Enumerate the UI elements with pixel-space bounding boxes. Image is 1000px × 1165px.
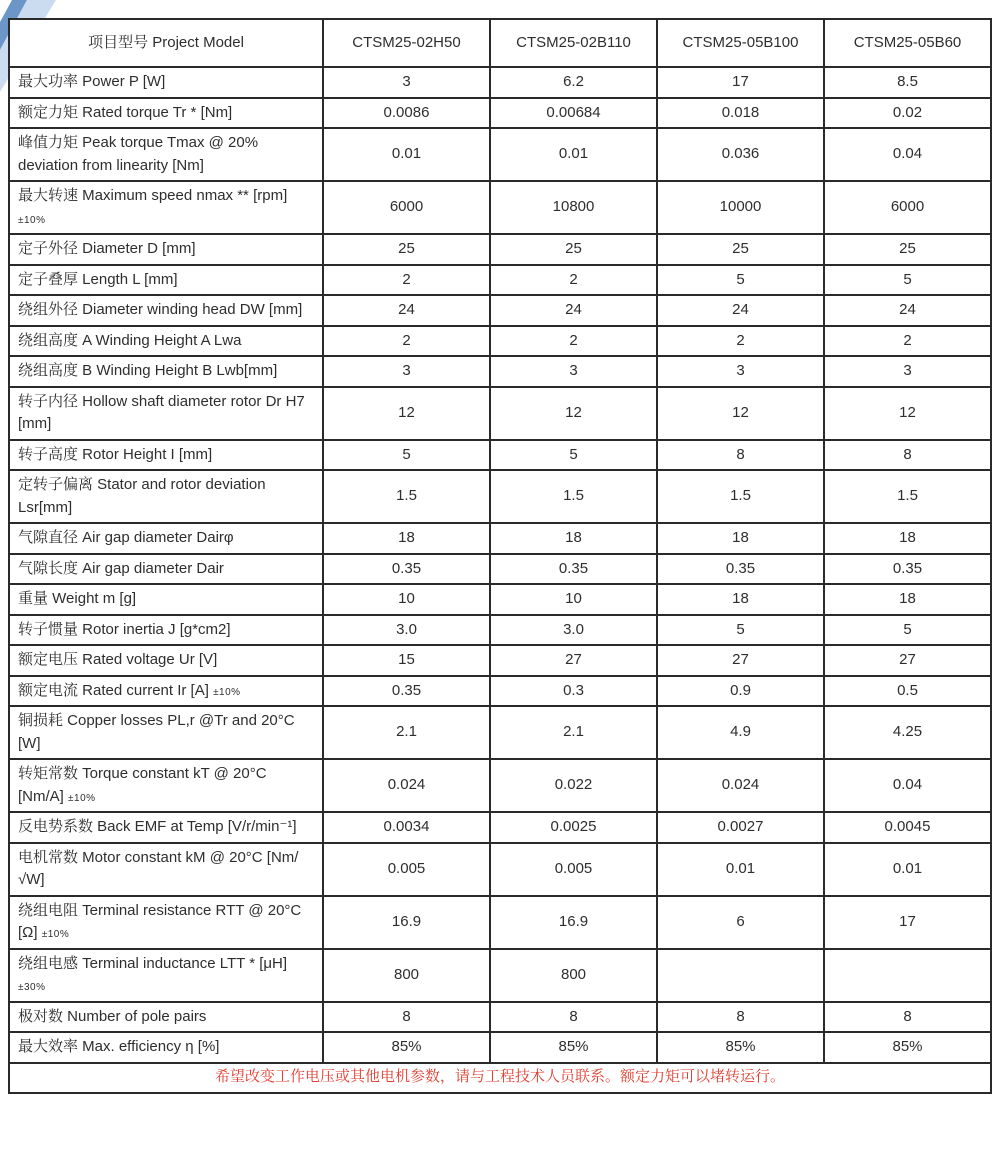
- param-label: 铜损耗 Copper losses PL,r @Tr and 20°C [W]: [18, 712, 295, 752]
- param-label-cell: [9, 584, 323, 615]
- param-label: 绕组高度 B Winding Height B Lwb[mm]: [18, 362, 278, 379]
- value-cell: 10: [490, 584, 657, 615]
- value-cell: 2: [323, 265, 490, 296]
- value-cell: 10000: [657, 181, 824, 234]
- value-cell: 8.5: [824, 67, 991, 98]
- table-row: [9, 1002, 991, 1033]
- value-cell: 8: [323, 1002, 490, 1033]
- param-label-cell: [9, 387, 323, 440]
- value-cell: 0.0027: [657, 812, 824, 843]
- value-cell: 12: [490, 387, 657, 440]
- value-cell: 5: [824, 265, 991, 296]
- param-label: 电机常数 Motor constant kM @ 20°C [Nm/ √W]: [18, 848, 299, 888]
- value-cell: 10800: [490, 181, 657, 234]
- table-row: [9, 843, 991, 896]
- value-cell: 25: [657, 234, 824, 265]
- value-cell: 18: [323, 523, 490, 554]
- tolerance-note: ±30%: [18, 982, 46, 993]
- table-row: [9, 615, 991, 646]
- value-cell: 0.01: [824, 843, 991, 896]
- param-label-cell: [9, 615, 323, 646]
- value-cell: 18: [490, 523, 657, 554]
- value-cell: 8: [657, 1002, 824, 1033]
- value-cell: 0.35: [657, 554, 824, 585]
- value-cell: 24: [657, 295, 824, 326]
- value-cell: 6.2: [490, 67, 657, 98]
- param-label-cell: [9, 523, 323, 554]
- table-row: [9, 181, 991, 234]
- table-row: [9, 98, 991, 129]
- table-row: [9, 128, 991, 181]
- param-label-cell: [9, 1002, 323, 1033]
- param-label: 转子内径 Hollow shaft diameter rotor Dr H7 [mm]: [18, 392, 305, 432]
- param-label-cell: [9, 356, 323, 387]
- param-label-cell: [9, 440, 323, 471]
- param-label: 最大功率 Power P [W]: [18, 73, 166, 90]
- table-row: [9, 584, 991, 615]
- value-cell: 1.5: [657, 470, 824, 523]
- param-label: 最大转速 Maximum speed nmax ** [rpm]: [18, 187, 288, 204]
- value-cell: 3: [490, 356, 657, 387]
- value-cell: 1.5: [824, 470, 991, 523]
- param-label-cell: [9, 949, 323, 1002]
- param-label: 定子叠厚 Length L [mm]: [18, 270, 178, 288]
- value-cell: 17: [824, 896, 991, 949]
- value-cell: 0.022: [490, 759, 657, 812]
- value-cell: 8: [657, 440, 824, 471]
- param-label: 气隙直径 Air gap diameter Dairφ: [18, 529, 234, 546]
- table-row: [9, 645, 991, 676]
- value-cell: 16.9: [323, 896, 490, 949]
- param-label: 转子高度 Rotor Height I [mm]: [18, 445, 213, 463]
- value-cell: 0.036: [657, 128, 824, 181]
- value-cell: 24: [490, 295, 657, 326]
- value-cell: 4.9: [657, 706, 824, 759]
- tolerance-note: ±10%: [41, 929, 70, 940]
- table-row: [9, 676, 991, 707]
- value-cell: 0.01: [323, 128, 490, 181]
- value-cell: 25: [490, 234, 657, 265]
- param-label-cell: [9, 676, 323, 707]
- value-cell: 0.018: [657, 98, 824, 129]
- table-header-row: [9, 19, 991, 67]
- value-cell: 12: [657, 387, 824, 440]
- param-label: 额定电压 Rated voltage Ur [V]: [18, 651, 218, 668]
- value-cell: 3: [657, 356, 824, 387]
- value-cell: 2: [490, 265, 657, 296]
- value-cell: 0.9: [657, 676, 824, 707]
- value-cell: 800: [323, 949, 490, 1002]
- value-cell: 18: [824, 523, 991, 554]
- value-cell: 17: [657, 67, 824, 98]
- value-cell: 18: [657, 523, 824, 554]
- value-cell: 6000: [323, 181, 490, 234]
- footer-row: [9, 1063, 991, 1093]
- param-label-cell: [9, 645, 323, 676]
- column-header-model-3: CTSM25-05B100: [657, 19, 824, 67]
- table-row: [9, 812, 991, 843]
- param-label: 峰值力矩 Peak torque Tmax @ 20% deviation from linearity [Nm]: [18, 134, 259, 174]
- value-cell: 1.5: [490, 470, 657, 523]
- value-cell: 25: [824, 234, 991, 265]
- column-header-param: 项目型号 Project Model: [9, 19, 323, 67]
- table-row: [9, 949, 991, 1002]
- value-cell: 85%: [657, 1032, 824, 1063]
- value-cell: 0.02: [824, 98, 991, 129]
- value-cell: 27: [824, 645, 991, 676]
- value-cell: [657, 949, 824, 1002]
- table-row: [9, 440, 991, 471]
- value-cell: 0.024: [657, 759, 824, 812]
- value-cell: 85%: [824, 1032, 991, 1063]
- param-label: 绕组电感 Terminal inductance LTT * [μH]: [18, 954, 288, 972]
- table-row: [9, 470, 991, 523]
- value-cell: 0.35: [490, 554, 657, 585]
- param-label: 额定电流 Rated current Ir [A]: [18, 681, 209, 699]
- table-row: [9, 706, 991, 759]
- param-label-cell: [9, 67, 323, 98]
- value-cell: 3: [323, 67, 490, 98]
- value-cell: 85%: [323, 1032, 490, 1063]
- table-row: [9, 234, 991, 265]
- value-cell: 24: [824, 295, 991, 326]
- value-cell: 0.5: [824, 676, 991, 707]
- param-label: 最大效率 Max. efficiency η [%]: [18, 1038, 220, 1055]
- value-cell: 25: [323, 234, 490, 265]
- value-cell: 2: [657, 326, 824, 357]
- value-cell: 18: [824, 584, 991, 615]
- table-row: [9, 265, 991, 296]
- param-label: 转矩常数 Torque constant kT @ 20°C [Nm/A]: [18, 765, 267, 805]
- value-cell: 0.005: [323, 843, 490, 896]
- value-cell: 800: [490, 949, 657, 1002]
- value-cell: 5: [824, 615, 991, 646]
- column-header-model-1: CTSM25-02H50: [323, 19, 490, 67]
- value-cell: 0.0034: [323, 812, 490, 843]
- value-cell: 0.3: [490, 676, 657, 707]
- value-cell: 0.35: [824, 554, 991, 585]
- table-row: [9, 523, 991, 554]
- value-cell: 3.0: [323, 615, 490, 646]
- param-label-cell: [9, 706, 323, 759]
- param-label: 定子外径 Diameter D [mm]: [18, 240, 196, 257]
- value-cell: 6000: [824, 181, 991, 234]
- value-cell: 0.00684: [490, 98, 657, 129]
- value-cell: 2: [323, 326, 490, 357]
- value-cell: 0.0025: [490, 812, 657, 843]
- footer-note: 希望改变工作电压或其他电机参数，请与工程技术人员联系。额定力矩可以堵转运行。: [9, 1063, 991, 1093]
- value-cell: 0.04: [824, 128, 991, 181]
- tolerance-note: ±10%: [18, 214, 46, 226]
- param-label-cell: [9, 181, 323, 234]
- value-cell: 0.005: [490, 843, 657, 896]
- param-label-cell: [9, 265, 323, 296]
- param-label: 绕组电阻 Terminal resistance RTT @ 20°C [Ω]: [18, 901, 302, 941]
- value-cell: 0.35: [323, 676, 490, 707]
- value-cell: 18: [657, 584, 824, 615]
- param-label: 反电势系数 Back EMF at Temp [V/r/min⁻¹]: [18, 818, 297, 835]
- param-label-cell: [9, 295, 323, 326]
- value-cell: 0.024: [323, 759, 490, 812]
- param-label-cell: [9, 554, 323, 585]
- tolerance-note: ±10%: [68, 792, 96, 804]
- value-cell: 12: [824, 387, 991, 440]
- table-row: [9, 1032, 991, 1063]
- value-cell: 5: [657, 265, 824, 296]
- param-label-cell: [9, 234, 323, 265]
- value-cell: 0.0045: [824, 812, 991, 843]
- table-row: [9, 326, 991, 357]
- table-row: [9, 295, 991, 326]
- table-row: [9, 759, 991, 812]
- param-label: 极对数 Number of pole pairs: [18, 1007, 207, 1025]
- value-cell: 2: [824, 326, 991, 357]
- value-cell: 0.0086: [323, 98, 490, 129]
- table-row: [9, 554, 991, 585]
- value-cell: 5: [323, 440, 490, 471]
- spec-table: [8, 18, 992, 1094]
- value-cell: 5: [657, 615, 824, 646]
- value-cell: 0.04: [824, 759, 991, 812]
- param-label: 重量 Weight m [g]: [18, 590, 137, 607]
- value-cell: 24: [323, 295, 490, 326]
- value-cell: 2.1: [490, 706, 657, 759]
- tolerance-note: ±10%: [213, 686, 241, 698]
- value-cell: [824, 949, 991, 1002]
- value-cell: 4.25: [824, 706, 991, 759]
- param-label-cell: [9, 98, 323, 129]
- param-label: 气隙长度 Air gap diameter Dair: [18, 559, 224, 577]
- value-cell: 2: [490, 326, 657, 357]
- value-cell: 8: [824, 1002, 991, 1033]
- param-label-cell: [9, 843, 323, 896]
- table-row: [9, 896, 991, 949]
- value-cell: 8: [490, 1002, 657, 1033]
- param-label: 定转子偏离 Stator and rotor deviation Lsr[mm]: [18, 476, 266, 516]
- value-cell: 6: [657, 896, 824, 949]
- param-label-cell: [9, 470, 323, 523]
- value-cell: 27: [490, 645, 657, 676]
- column-header-model-4: CTSM25-05B60: [824, 19, 991, 67]
- value-cell: 27: [657, 645, 824, 676]
- param-label: 转子惯量 Rotor inertia J [g*cm2]: [18, 620, 231, 638]
- value-cell: 12: [323, 387, 490, 440]
- table-row: [9, 387, 991, 440]
- value-cell: 85%: [490, 1032, 657, 1063]
- value-cell: 3.0: [490, 615, 657, 646]
- column-header-model-2: CTSM25-02B110: [490, 19, 657, 67]
- param-label-cell: [9, 1032, 323, 1063]
- table-row: [9, 356, 991, 387]
- value-cell: 15: [323, 645, 490, 676]
- param-label-cell: [9, 326, 323, 357]
- value-cell: 3: [824, 356, 991, 387]
- value-cell: 10: [323, 584, 490, 615]
- param-label: 绕组高度 A Winding Height A Lwa: [18, 331, 242, 349]
- value-cell: 1.5: [323, 470, 490, 523]
- value-cell: 5: [490, 440, 657, 471]
- param-label-cell: [9, 812, 323, 843]
- param-label-cell: [9, 128, 323, 181]
- value-cell: 0.01: [490, 128, 657, 181]
- value-cell: 0.35: [323, 554, 490, 585]
- param-label: 额定力矩 Rated torque Tr * [Nm]: [18, 103, 233, 121]
- value-cell: 16.9: [490, 896, 657, 949]
- param-label: 绕组外径 Diameter winding head DW [mm]: [18, 301, 303, 318]
- value-cell: 8: [824, 440, 991, 471]
- param-label-cell: [9, 759, 323, 812]
- value-cell: 0.01: [657, 843, 824, 896]
- value-cell: 2.1: [323, 706, 490, 759]
- param-label-cell: [9, 896, 323, 949]
- value-cell: 3: [323, 356, 490, 387]
- table-row: [9, 67, 991, 98]
